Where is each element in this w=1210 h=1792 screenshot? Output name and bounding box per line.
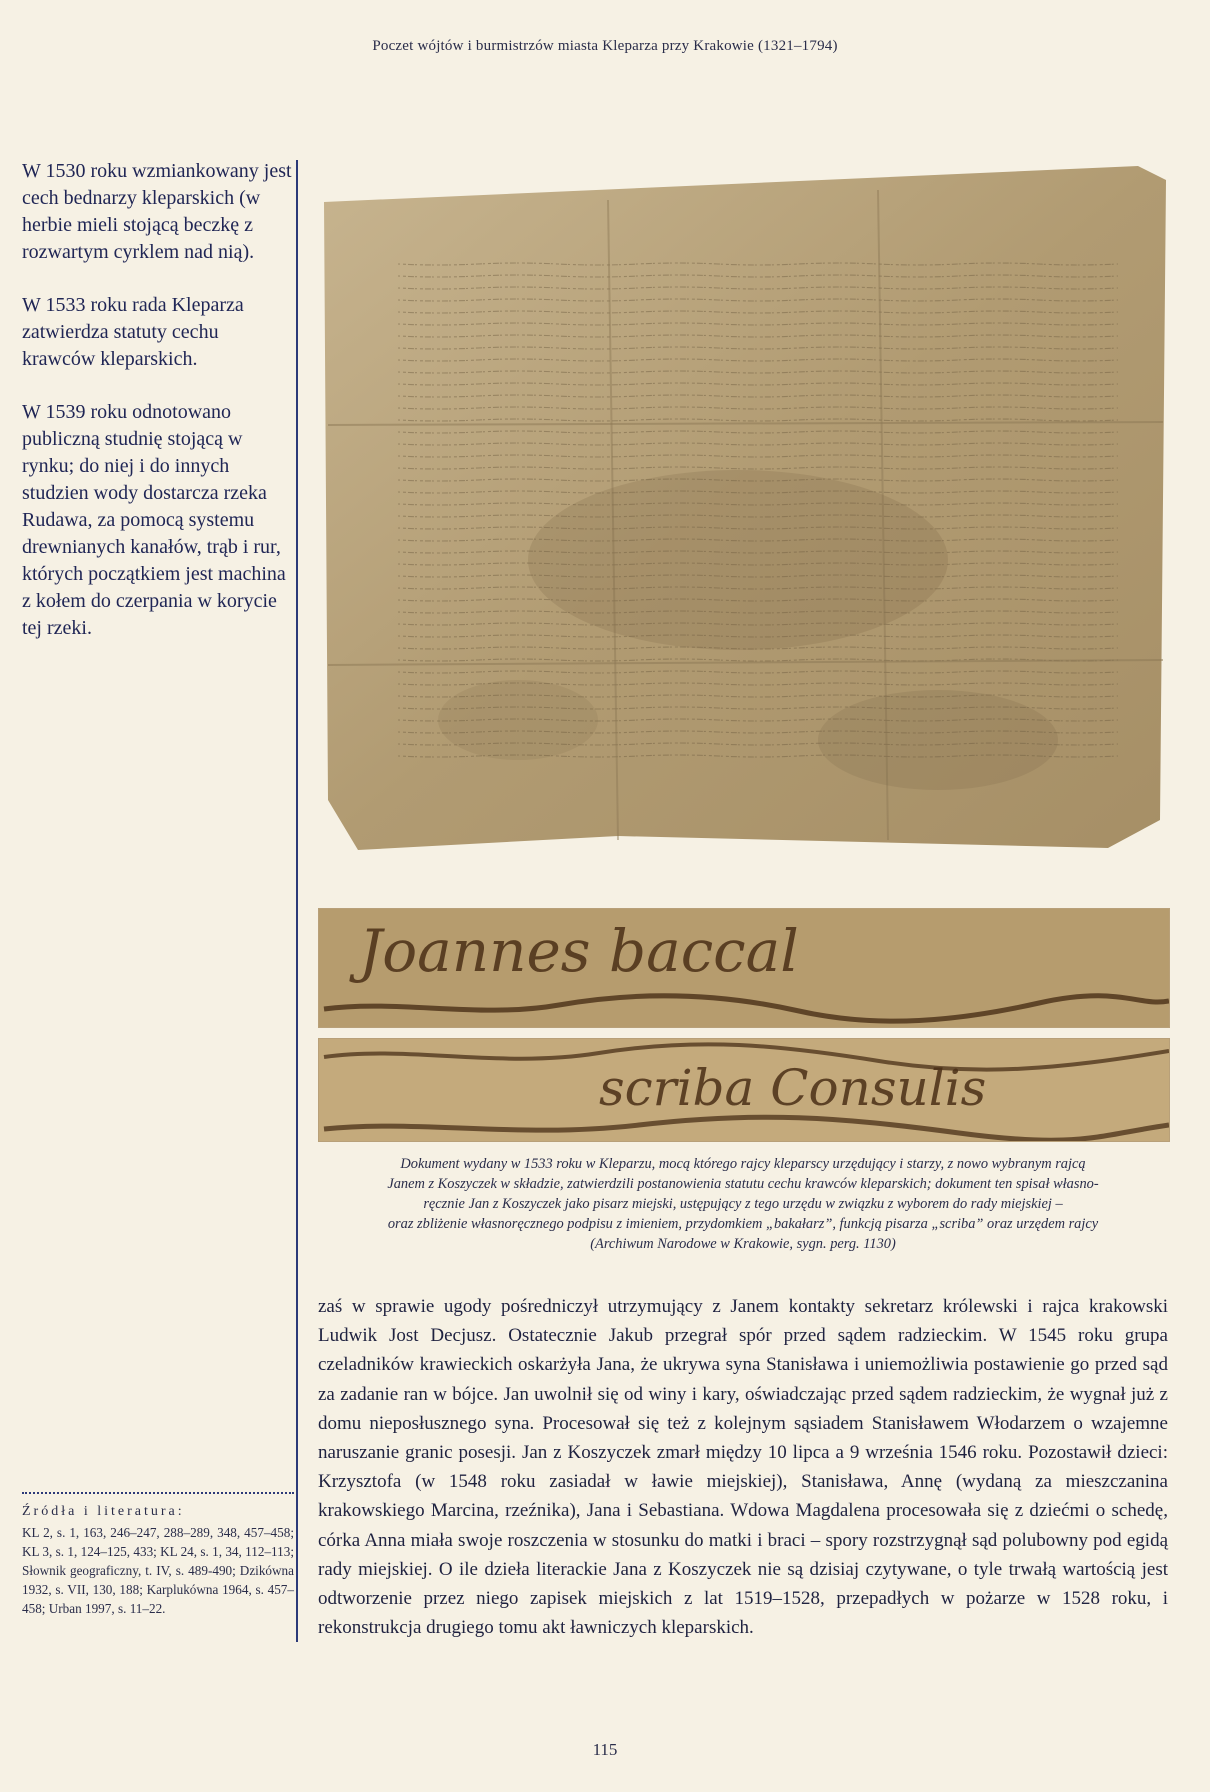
body-paragraph: zaś w sprawie ugody pośredniczył utrzymujący z Janem kontakty sekretarz królewski i rajca krakowski Ludwik Jost Decjusz. Ostatecznie Jakub przegrał spór przed sądem radzieckim. W 1545 roku grupa czeladników krawieckich oskarżyła Jana, że ukrywa syna Stanisława i uniemożliwia postawienie go przed sąd za zadanie ran w bójce. Jan uwolnił się od winy i kary, oświadczając przed sądem radzieckim, że wygnał już z domu nieposłusznego syna. Procesował się też z kolejnym sąsiadem Stanisławem Włodarzem o wzajemne naruszanie granic posesji. Jan z Koszyczek zmarł między 10 lipca a 9 września 1546 roku. Pozostawił dzieci: Krzysztofa (w 1548 roku zasiadał w ławie miejskiej), Stanisława, Annę (wydaną za mieszczanina krakowskiego Marcina, rzeźnika), Jana i Sebastiana. Wdowa Magdalena procesowała się z dziećmi o schedę, córka Anna miała swoje roszczenia w stosunku do matki i braci – spory rozstrzygnął sąd polubowny pod egidą rady miejskiej. O ile dzieła literackie Jana z Koszyczek nie są dzisiaj czytywane, o tyle trwałą wartością jest odtworzenie przez niego zapisek miejskich z lat 1519–1528, przepadłych w pożarze w 1528 roku, i rekonstrukcja drugiego tomu akt ławniczych kleparskich. <box>318 1296 1168 1639</box>
page-number: 115 <box>592 1740 618 1759</box>
sidebar-note: W 1539 roku odnotowano publiczną studnię stojącą w rynku; do niej i do innych studzien wody dostarcza rzeka Rudawa, za pomocą systemu drewnianych kanałów, trąb i rur, których początkiem jest machina z kołem do czerpania w korycie tej rzeki. <box>22 401 286 639</box>
signature-closeup-lower <box>318 1038 1170 1142</box>
caption-line: Janem z Koszyczek w składzie, zatwierdzili postanowienia statutu cechu krawców kleparskich; dokument ten spisał własno- <box>387 1176 1099 1192</box>
caption-line: (Archiwum Narodowe w Krakowie, sygn. perg. 1130) <box>590 1236 896 1252</box>
running-header: Poczet wójtów i burmistrzów miasta Kleparza przy Krakowie (1321–1794) <box>372 38 838 54</box>
column-divider <box>296 160 298 1642</box>
sources-text: KL 2, s. 1, 163, 246–247, 288–289, 348, 457–458; KL 3, s. 1, 124–125, 433; KL 24, s. 1, 34, 112–113; Słownik geograficzny, t. IV, s. 489-490; Dzikówna 1932, s. VII, 130, 188; Karplukówna 1964, s. 457–458; Urban 1997, s. 11–22. <box>22 1525 294 1616</box>
signature-text: scriba Consulis <box>599 1059 987 1117</box>
sidebar-note: W 1533 roku rada Kleparza zatwierdza statuty cechu krawców kleparskich. <box>22 294 244 370</box>
signature-upper-svg <box>319 909 1169 1027</box>
sources-box <box>22 1492 294 1618</box>
sidebar-note: W 1530 roku wzmiankowany jest cech bednarzy kleparskich (w herbie mieli stojącą beczkę z rozwartym cyrklem nad nią). <box>22 160 292 263</box>
parchment-svg <box>318 160 1168 850</box>
main-body-text <box>318 1292 1168 1642</box>
signature-lower-svg <box>319 1039 1169 1141</box>
signature-text: Joannes baccal <box>359 917 799 985</box>
caption-line: ręcznie Jan z Koszyczek jako pisarz miejski, ustępujący z tego urzędu w związku z wyborem do rady miejskiej – <box>423 1196 1063 1212</box>
signature-closeup-upper <box>318 908 1170 1028</box>
dotted-divider <box>22 1492 294 1494</box>
parchment-document-image <box>318 160 1168 850</box>
caption-line: oraz zbliżenie własnoręcznego podpisu z imieniem, przydomkiem „bakałarz”, funkcją pisarza „scriba” oraz urzędem rajcy <box>387 1216 1099 1232</box>
sources-heading: Źródła i literatura: <box>22 1504 185 1519</box>
figure-caption <box>318 1154 1168 1254</box>
sidebar-notes <box>22 158 292 668</box>
caption-line: Dokument wydany w 1533 roku w Kleparzu, mocą którego rajcy kleparscy urzędujący i starzy, z nowo wybranym rajcą <box>400 1156 1086 1172</box>
